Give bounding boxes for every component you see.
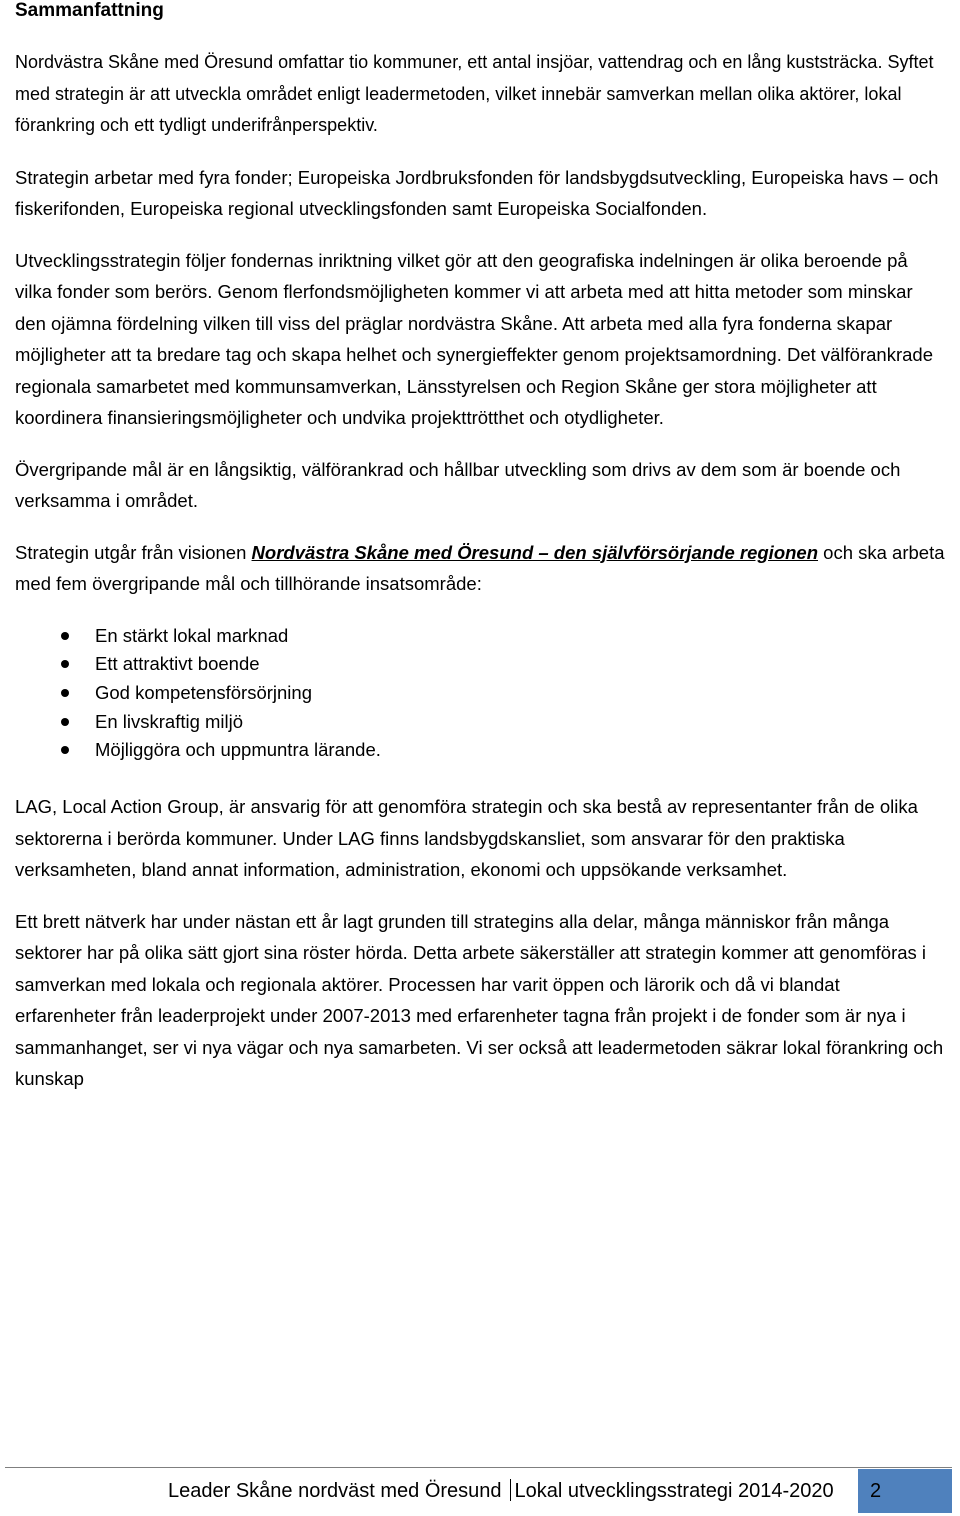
- paragraph-strategy: Utvecklingsstrategin följer fondernas inriktning vilket gör att den geografiska indelningen är olika beroende på vilka fonder som berörs. Genom flerfondsmöjligheten kommer vi att arbeta med att hitta metoder som minskar den ojämna fördelning vilken till viss del präglar nordvästra Skåne. Att arbeta med alla fyra fonderna skapar möjligheter att ta bredare tag och skapa helhet och synergieffekter genom projektsamordning. Det välförankrade regionala samarbetet med kommunsamverkan, Länsstyrelsen och Region Skåne ger stora möjligheter att koordinera finansieringsmöjligheter och undvika projekttrötthet och otydligheter.: [15, 249, 933, 428]
- bullet-icon: [61, 746, 69, 754]
- list-item: [15, 708, 945, 737]
- goal-label: En livskraftig miljö: [95, 710, 244, 732]
- bullet-icon: [61, 632, 69, 640]
- goal-label: En stärkt lokal marknad: [95, 624, 289, 646]
- footer-divider: [5, 1467, 952, 1468]
- document-page: [15, 0, 945, 1095]
- vision-trail-text: och ska arbeta med fem övergripande mål och tillhörande insatsområde:: [15, 541, 945, 594]
- goals-list: [15, 622, 945, 766]
- list-item: [15, 650, 945, 679]
- paragraph-intro: Nordvästra Skåne med Öresund omfattar tio kommuner, ett antal insjöar, vattendrag och en lång kuststräcka. Syftet med strategin är att utveckla området enligt leadermetoden, vilket innebär samverkan mellan olika aktörer, lokal förankring och ett tydligt underifrånperspektiv.: [15, 52, 934, 135]
- paragraph-overall-goal: Övergripande mål är en långsiktig, välförankrad och hållbar utveckling som drivs av dem som är boende och verksamma i området.: [15, 458, 901, 511]
- paragraph-vision: [15, 537, 945, 600]
- list-item: [15, 679, 945, 708]
- paragraph-network: Ett brett nätverk har under nästan ett år lagt grunden till strategins alla delar, många människor från många sektorer har på olika sätt gjort sina röster hörda. Detta arbete säkerställer att strategin kommer att genomföras i samverkan med lokala och regionala aktörer. Processen har varit öppen och lärorik och då vi blandat erfarenheter från leaderprojekt under 2007-2013 med erfarenheter tagna från projekt i de fonder som är nya i sammanhanget, ser vi nya vägar och nya samarbeten. Vi ser också att leadermetoden säkrar lokal förankring och kunskap: [15, 910, 944, 1090]
- paragraph-funds: Strategin arbetar med fyra fonder; Europeiska Jordbruksfonden för landsbygdsutveckling, Europeiska havs – och fiskerifonden, Europeiska regional utvecklingsfonden samt Europeiska Socialfonden.: [15, 166, 939, 219]
- section-heading: Sammanfattning: [15, 0, 164, 21]
- bullet-icon: [61, 689, 69, 697]
- page-number: 2: [870, 1480, 882, 1502]
- vision-statement: Nordvästra Skåne med Öresund – den självförsörjande regionen: [251, 541, 819, 563]
- bullet-icon: [61, 718, 69, 726]
- page-number-box: [858, 1469, 952, 1513]
- page-footer: [168, 1477, 834, 1505]
- list-item: [15, 736, 945, 765]
- goal-label: Ett attraktivt boende: [95, 653, 260, 675]
- footer-organization: Leader Skåne nordväst med Öresund: [168, 1480, 502, 1502]
- list-item: [15, 622, 945, 651]
- footer-document-title: Lokal utvecklingsstrategi 2014-2020: [514, 1480, 834, 1502]
- paragraph-lag: LAG, Local Action Group, är ansvarig för att genomföra strategin och ska bestå av representanter från de olika sektorerna i berörda kommuner. Under LAG finns landsbygdskansliet, som ansvarar för den praktiska verksamheten, bland annat information, administration, ekonomi och uppsökande verksamhet.: [15, 796, 918, 881]
- footer-separator: [510, 1479, 511, 1501]
- goal-label: Möjliggöra och uppmuntra lärande.: [95, 739, 381, 761]
- bullet-icon: [61, 660, 69, 668]
- goal-label: God kompetensförsörjning: [95, 681, 312, 703]
- vision-lead-text: Strategin utgår från visionen: [15, 541, 252, 563]
